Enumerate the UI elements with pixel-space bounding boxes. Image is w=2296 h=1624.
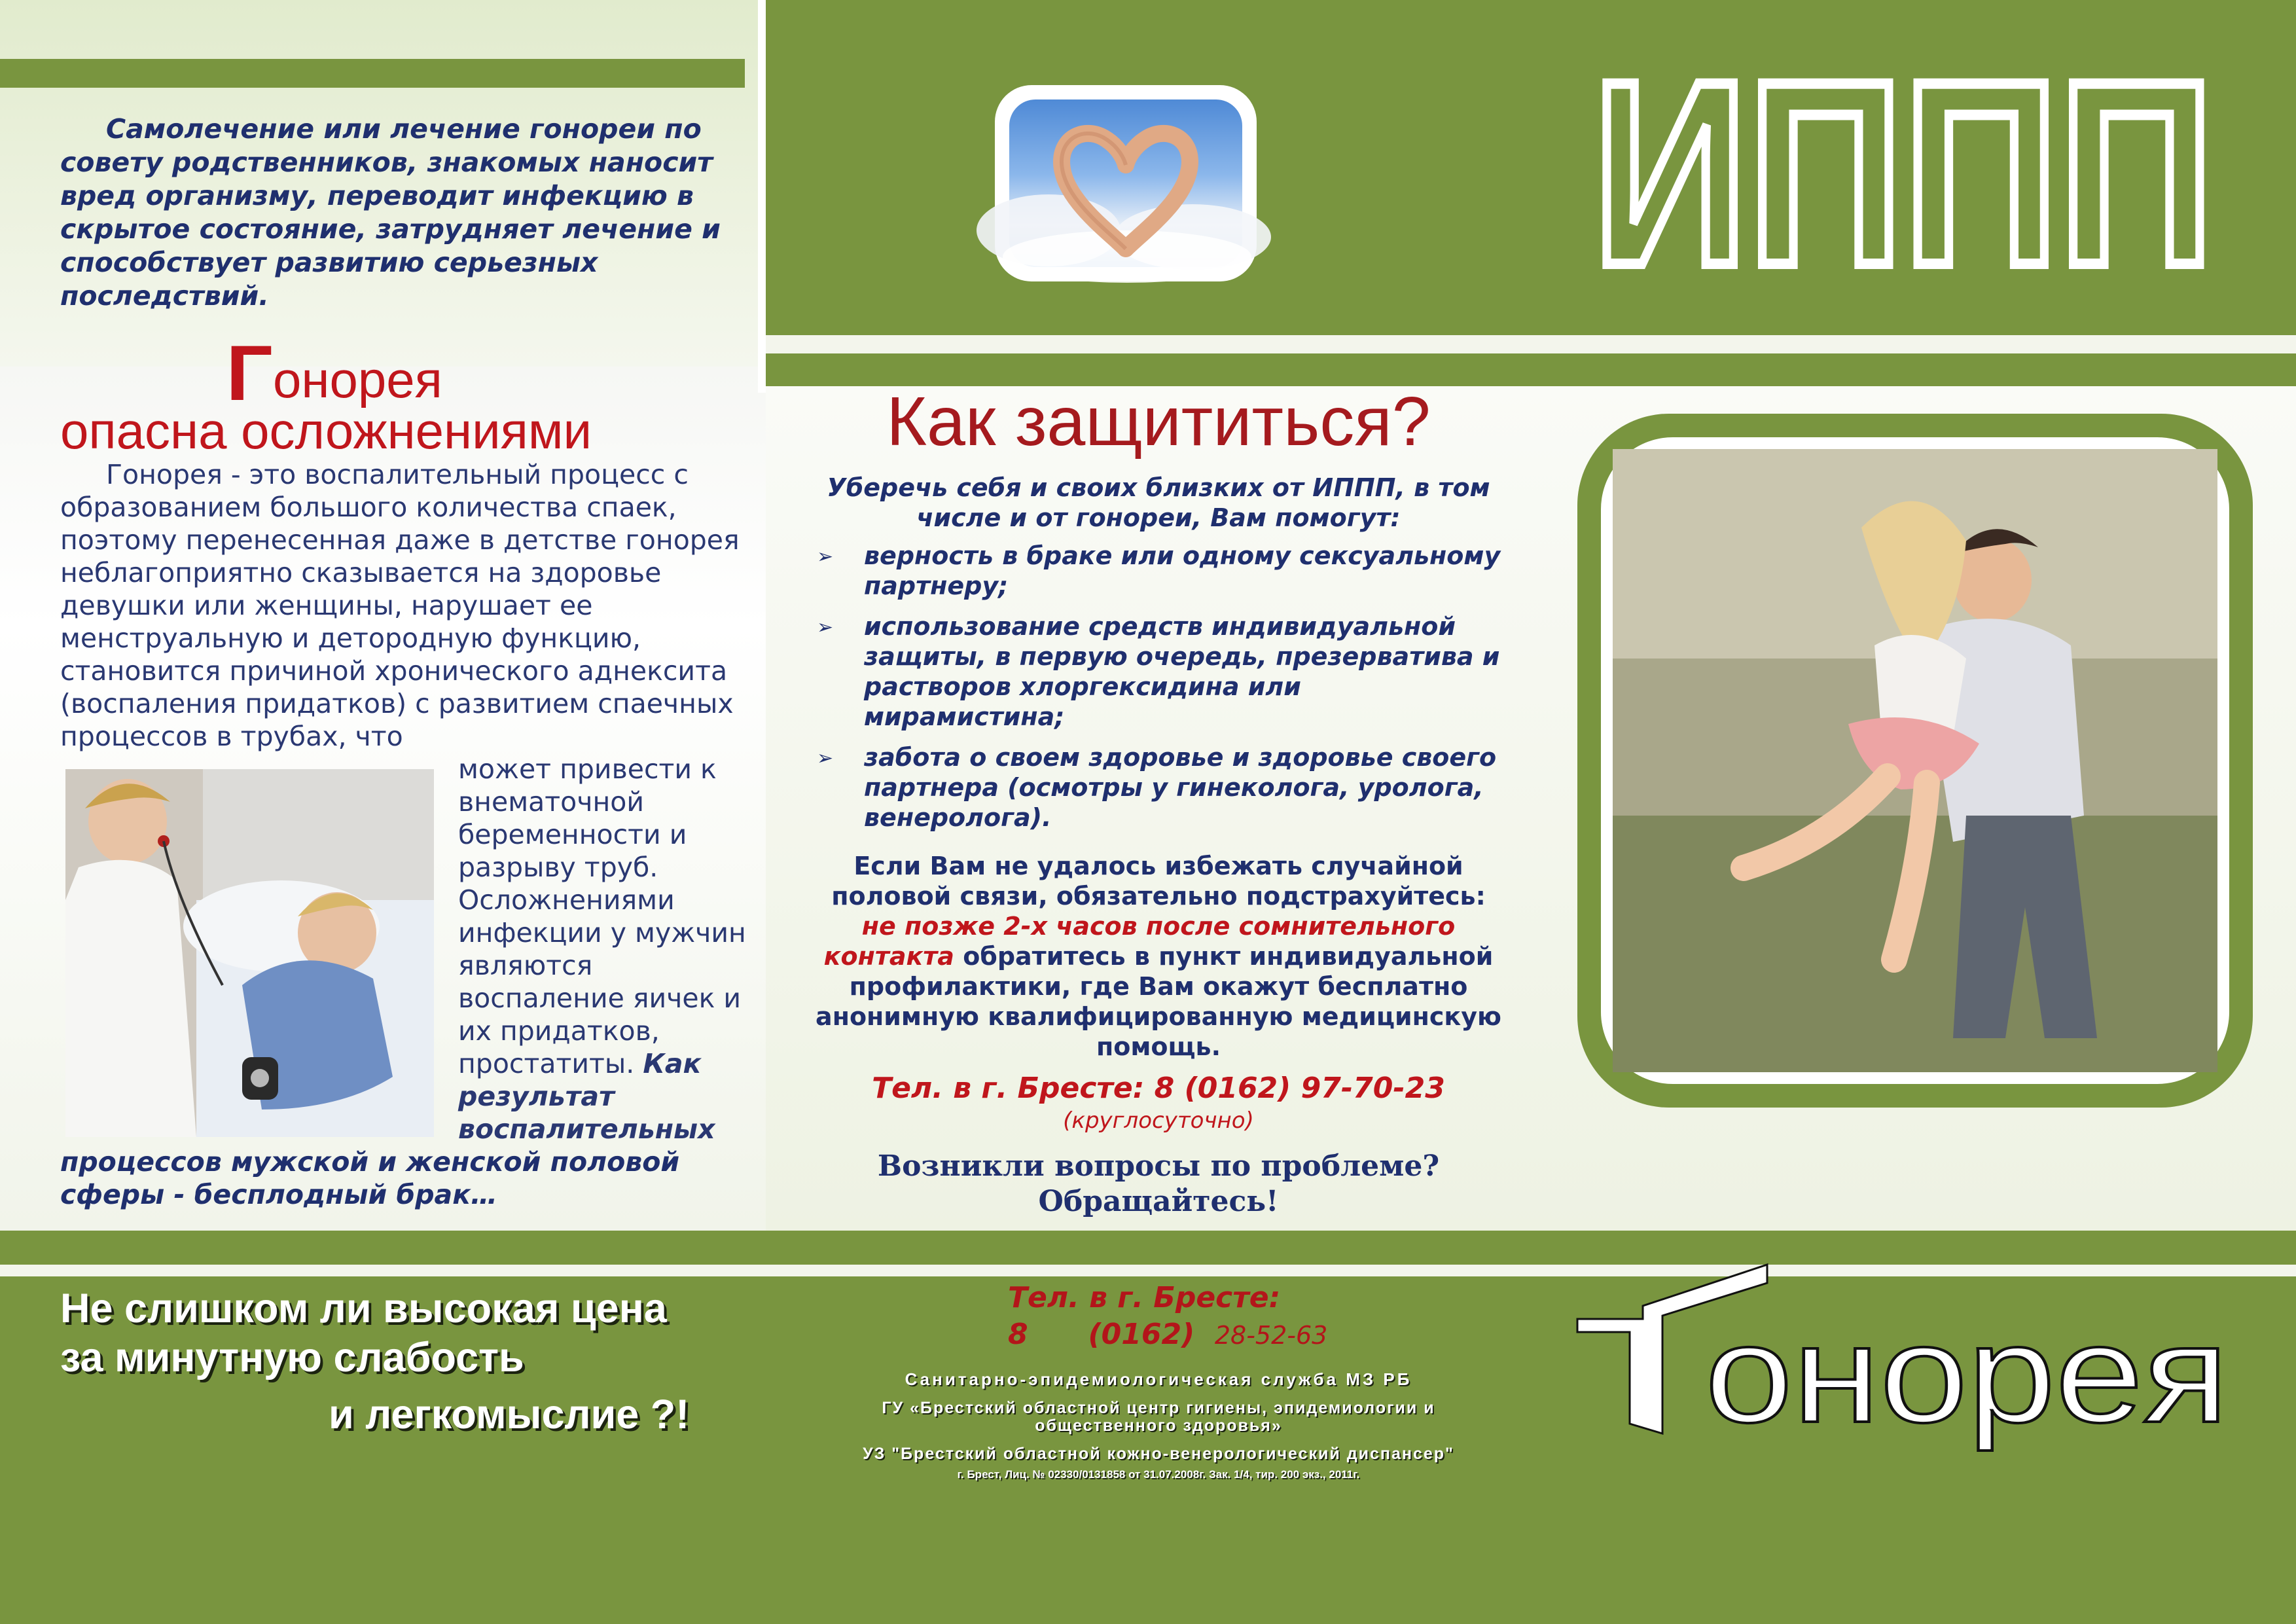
- gonorrhea-description: [60, 458, 754, 753]
- heading-subline: опасна осложнениями: [60, 402, 592, 460]
- gonorrhea-description-text: Гонорея - это воспалительный процесс с образованием большого количества спаек, поэтому перенесенная даже в детстве гонорея неблагоприятно сказывается на здоровье девушки или женщины, нарушает ее менструальную и детородную функцию, становится причиной хронического аднексита (воспаления придатков) с развитием спаечных процессов в трубах, что: [60, 459, 740, 752]
- ippp-title-text: ИППП: [1592, 27, 2214, 319]
- couple-photo-frame: [1577, 414, 2253, 1108]
- publisher-credits: [851, 1368, 1466, 1483]
- advice-start: Если Вам не удалось избежать случайной половой связи, обязательно подстрахуйтесь:: [831, 852, 1486, 911]
- service-name: Санитарно-эпидемиологическая служба МЗ РБ: [905, 1369, 1412, 1389]
- header-divider-band: [766, 353, 2296, 386]
- license-imprint: г. Брест, Лиц. № 02330/0131858 от 31.07.2008г. Зак. 1/4, тир. 200 экз., 2011г.: [957, 1468, 1360, 1481]
- heading-initial-letter: Г: [226, 329, 273, 417]
- list-item: [809, 611, 1503, 732]
- dispensary-phone-number: 28-52-63: [1214, 1321, 1328, 1350]
- list-item: [809, 742, 1503, 833]
- dispensary-name: УЗ "Брестский областной кожно-венерологический диспансер": [863, 1445, 1454, 1463]
- slogan-line: Не слишком ли высокая цена: [60, 1286, 667, 1331]
- panel-divider: [758, 0, 766, 393]
- contact-us-line: Обращайтесь!: [1038, 1185, 1279, 1218]
- emergency-advice: [812, 851, 1505, 1062]
- infertility-conclusion: процессов мужской и женской половой сферы - бесплодный брак…: [60, 1146, 680, 1210]
- arrow-bullet-icon: ➢: [817, 747, 834, 770]
- rhetorical-slogan: [60, 1284, 780, 1439]
- questions-callout: [812, 1149, 1505, 1219]
- complications-wrap-text: [458, 753, 753, 1146]
- list-item-text: верность в браке или одному сексуальному партнеру;: [864, 541, 1501, 600]
- protection-list: [809, 541, 1503, 843]
- dispensary-phone: [1008, 1280, 1335, 1354]
- arrow-bullet-icon: ➢: [817, 616, 834, 639]
- gonorrhea-title: [1564, 1257, 2238, 1473]
- dispensary-phone-code: 8 (0162): [1008, 1318, 1195, 1351]
- advice-deadline: не позже 2-х часов после сомнительного контакта: [823, 912, 1456, 971]
- heading-word: онорея: [273, 351, 442, 408]
- self-treatment-warning: [60, 113, 754, 313]
- heart-photo-frame: [995, 85, 1257, 281]
- heart-hands-photo: [1009, 99, 1242, 267]
- hotline-phone: Тел. в г. Бресте: 8 (0162) 97-70-23: [872, 1072, 1445, 1105]
- list-item-text: использование средств индивидуальной защиты, в первую очередь, презерватива и растворов хлоргексидина или мирамистина;: [864, 612, 1500, 731]
- arrow-bullet-icon: ➢: [817, 545, 834, 568]
- embracing-couple-photo: [1613, 449, 2217, 1072]
- gonorrhea-complications-heading: [60, 329, 747, 460]
- questions-line: Возникли вопросы по проблеме?: [877, 1149, 1440, 1183]
- advice-end: обратитесь в пункт индивидуальной профилактики, где Вам окажут бесплатно анонимную квалифицированную медицинскую помощь.: [816, 942, 1501, 1061]
- complications-emphasis: Как результат воспалительных: [458, 1048, 715, 1145]
- hygiene-center-name: ГУ «Брестский областной центр гигиены, эпидемиологии и общественного здоровья»: [882, 1399, 1435, 1435]
- list-item-text: забота о своем здоровье и здоровье своего партнера (осмотры у гинеколога, уролога, венеролога).: [864, 743, 1497, 832]
- ippp-title: [1583, 27, 2224, 319]
- hotline-hours: (круглосуточно): [1063, 1108, 1254, 1134]
- self-treatment-warning-text: Самолечение или лечение гонореи по совету родственников, знакомых наносит вред организму, переводит инфекцию в скрытое состояние, затрудняет лечение и способствует развитию серьезных последствий.: [60, 113, 721, 312]
- how-to-protect-heading: Как защититься?: [886, 383, 1431, 460]
- slogan-line: и легкомыслие ?!: [329, 1392, 690, 1437]
- nurse-measuring-blood-pressure-photo: [65, 769, 434, 1137]
- title-word: онорея: [1705, 1296, 2229, 1451]
- slogan-line: за минутную слабость: [60, 1335, 524, 1380]
- top-left-green-bar: [0, 59, 745, 88]
- complications-text: может привести к внематочной беременности и разрыву труб. Осложнениями инфекции у мужчин являются воспаление яичек и их придатков, простатиты.: [458, 753, 746, 1079]
- dispensary-phone-label: Тел. в г. Бресте:: [1008, 1281, 1281, 1314]
- list-item: [809, 541, 1503, 601]
- protection-subheading: Уберечь себя и своих близких от ИППП, в том числе и от гонореи, Вам помогут:: [827, 473, 1490, 532]
